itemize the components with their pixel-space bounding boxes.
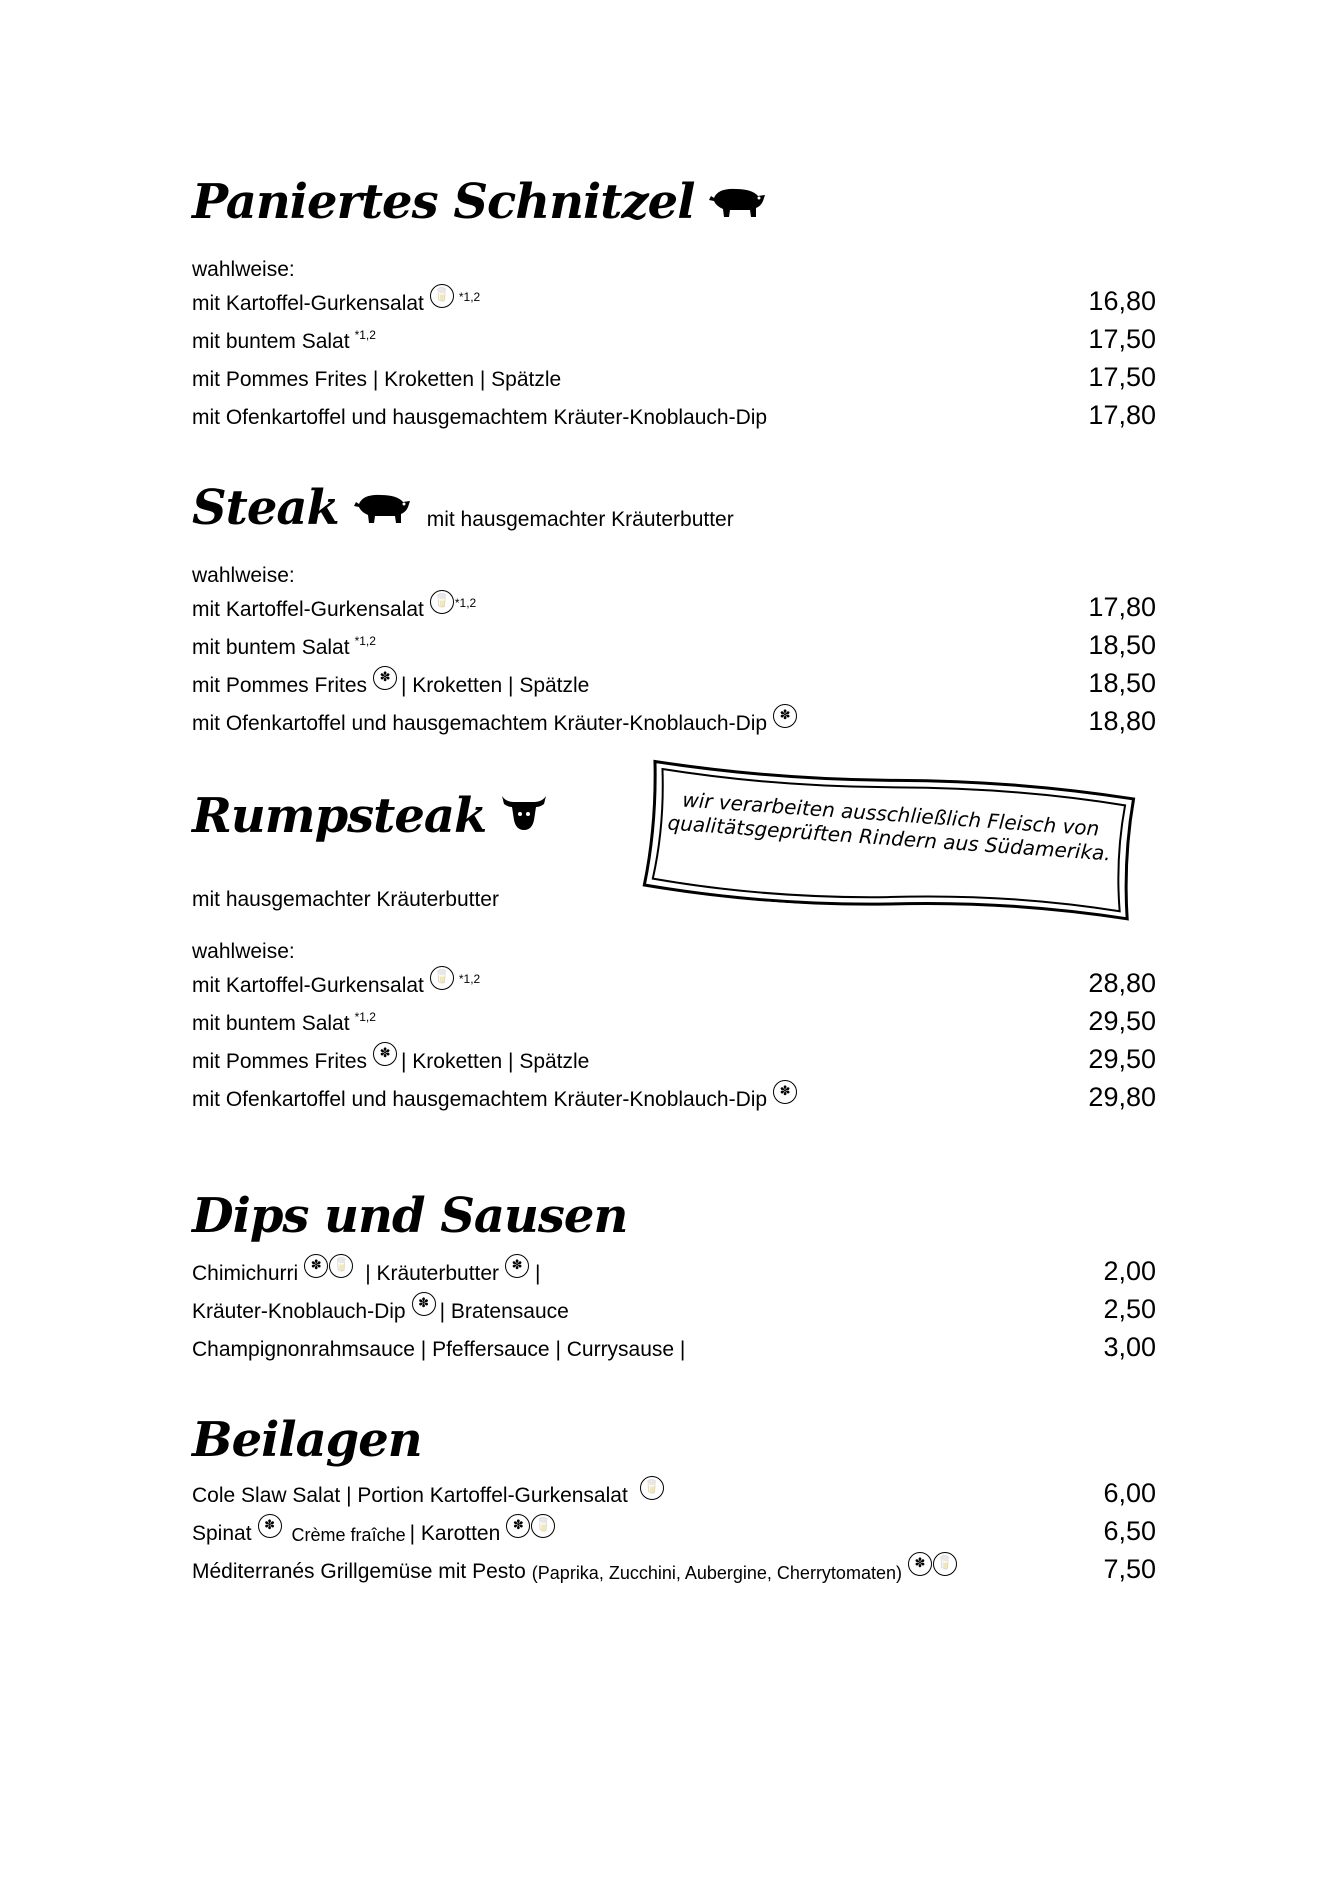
schnitzel-choice-label: wahlweise:	[192, 258, 295, 281]
item-desc: Chimichurri	[192, 1262, 299, 1285]
allergen-note: *1,2	[354, 634, 376, 648]
menu-row	[192, 1330, 1156, 1362]
wheat-icon: ✽	[373, 1042, 397, 1066]
steak-choice-label: wahlweise:	[192, 564, 295, 587]
item-price: 29,50	[1088, 1044, 1156, 1074]
item-desc: | Bratensauce	[439, 1300, 569, 1323]
item-price: 7,50	[1103, 1554, 1156, 1584]
pig-icon	[353, 484, 411, 532]
milk-bottle-icon: 🥛	[430, 284, 454, 308]
menu-row	[192, 1552, 1156, 1584]
item-desc: mit Kartoffel-Gurkensalat	[192, 292, 424, 315]
pig-icon	[708, 178, 766, 226]
item-desc: mit Pommes Frites | Kroketten | Spätzle	[192, 368, 562, 391]
section-title-rumpsteak	[192, 788, 548, 844]
note-text: wir verarbeiten ausschließlich Fleisch von qualitätsgeprüften Rindern aus Südamerika.	[666, 787, 1112, 866]
steak-subtitle: mit hausgemachter Kräuterbutter	[426, 508, 734, 531]
steak-title: Steak	[192, 480, 339, 536]
item-desc: mit Pommes Frites	[192, 1050, 368, 1073]
item-price: 2,50	[1103, 1294, 1156, 1324]
item-price: 18,80	[1088, 706, 1156, 736]
menu-row	[192, 628, 1156, 660]
wheat-icon: ✽	[506, 1514, 530, 1538]
menu-row	[192, 704, 1156, 736]
item-price: 16,80	[1088, 286, 1156, 316]
milk-bottle-icon: 🥛	[329, 1254, 353, 1278]
menu-row	[192, 1292, 1156, 1324]
allergen-note: *1,2	[458, 972, 481, 986]
item-desc: Crème fraîche	[291, 1525, 406, 1545]
section-title-schnitzel	[192, 174, 766, 230]
item-desc: |	[535, 1262, 541, 1285]
item-desc: Cole Slaw Salat | Portion Kartoffel-Gurkensalat	[192, 1484, 628, 1507]
section-title-dips	[192, 1188, 628, 1244]
allergen-note: *1,2	[354, 328, 376, 342]
item-price: 17,80	[1088, 400, 1156, 430]
item-price: 28,80	[1088, 968, 1156, 998]
wheat-icon: ✽	[258, 1514, 282, 1538]
schnitzel-title: Paniertes Schnitzel	[192, 174, 695, 230]
item-desc: mit Pommes Frites	[192, 674, 368, 697]
item-price: 2,00	[1103, 1256, 1156, 1286]
wheat-icon: ✽	[908, 1552, 932, 1576]
item-desc: Kräuter-Knoblauch-Dip	[192, 1300, 406, 1323]
allergen-note: *1,2	[354, 1010, 376, 1024]
item-desc: mit buntem Salat	[192, 330, 350, 353]
rumpsteak-choice-label: wahlweise:	[192, 940, 295, 963]
menu-row	[192, 1476, 1156, 1508]
item-desc: mit Ofenkartoffel und hausgemachtem Kräuter-Knoblauch-Dip	[192, 406, 768, 429]
item-desc: Méditerranés Grillgemüse mit Pesto	[192, 1560, 526, 1583]
item-desc: | Kroketten | Spätzle	[401, 1050, 590, 1073]
rumpsteak-title: Rumpsteak	[192, 788, 487, 844]
item-price: 18,50	[1088, 630, 1156, 660]
menu-row	[192, 1080, 1156, 1112]
allergen-note: *1,2	[458, 290, 481, 304]
dips-title: Dips und Sausen	[192, 1188, 628, 1244]
menu-row	[192, 360, 1156, 392]
wheat-icon: ✽	[773, 1080, 797, 1104]
wheat-icon: ✽	[773, 704, 797, 728]
rumpsteak-subtitle: mit hausgemachter Kräuterbutter	[192, 888, 499, 911]
item-price: 29,80	[1088, 1082, 1156, 1112]
item-price: 6,50	[1103, 1516, 1156, 1546]
allergen-note: *1,2	[454, 596, 477, 610]
bull-icon	[500, 792, 548, 840]
section-title-sides	[192, 1412, 422, 1468]
menu-row	[192, 1254, 1156, 1286]
item-desc: mit Kartoffel-Gurkensalat	[192, 598, 424, 621]
wheat-icon: ✽	[373, 666, 397, 690]
item-desc: | Kräuterbutter	[365, 1262, 500, 1285]
menu-row	[192, 666, 1156, 698]
wheat-icon: ✽	[412, 1292, 436, 1316]
item-desc: mit buntem Salat	[192, 636, 350, 659]
item-price: 18,50	[1088, 668, 1156, 698]
item-price: 6,00	[1103, 1478, 1156, 1508]
menu-row	[192, 284, 1156, 316]
item-price: 17,50	[1088, 324, 1156, 354]
milk-bottle-icon: 🥛	[430, 590, 454, 614]
milk-bottle-icon: 🥛	[933, 1552, 957, 1576]
milk-bottle-icon: 🥛	[640, 1476, 664, 1500]
item-desc: mit buntem Salat	[192, 1012, 350, 1035]
menu-row	[192, 966, 1156, 998]
item-desc: Spinat	[192, 1522, 252, 1545]
milk-bottle-icon: 🥛	[531, 1514, 555, 1538]
menu-row	[192, 590, 1156, 622]
note-box	[638, 755, 1140, 927]
item-price: 17,80	[1088, 592, 1156, 622]
menu-row	[192, 322, 1156, 354]
sides-title: Beilagen	[192, 1412, 422, 1468]
item-desc: | Karotten	[409, 1522, 501, 1545]
section-title-steak	[192, 480, 734, 536]
wheat-icon: ✽	[304, 1254, 328, 1278]
item-desc: Champignonrahmsauce | Pfeffersauce | Currysause |	[192, 1338, 686, 1361]
menu-row	[192, 398, 1156, 430]
menu-row	[192, 1042, 1156, 1074]
item-desc: mit Kartoffel-Gurkensalat	[192, 974, 424, 997]
menu-row	[192, 1514, 1156, 1546]
item-desc: (Paprika, Zucchini, Aubergine, Cherrytomaten)	[531, 1563, 902, 1583]
item-desc: | Kroketten | Spätzle	[401, 674, 590, 697]
item-price: 17,50	[1088, 362, 1156, 392]
wheat-icon: ✽	[505, 1254, 529, 1278]
item-price: 3,00	[1103, 1332, 1156, 1362]
item-price: 29,50	[1088, 1006, 1156, 1036]
item-desc: mit Ofenkartoffel und hausgemachtem Kräuter-Knoblauch-Dip	[192, 1088, 768, 1111]
menu-row	[192, 1004, 1156, 1036]
milk-bottle-icon: 🥛	[430, 966, 454, 990]
item-desc: mit Ofenkartoffel und hausgemachtem Kräuter-Knoblauch-Dip	[192, 712, 768, 735]
